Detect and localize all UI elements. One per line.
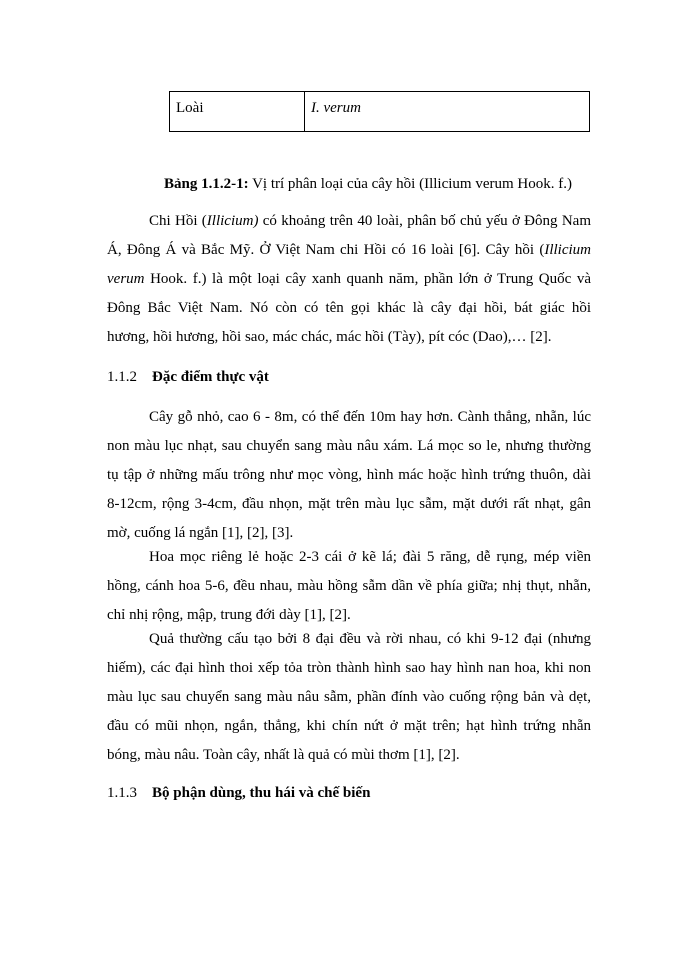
section-heading-1-1-3 [107,782,370,804]
paragraph-genus [107,207,591,352]
section-title: Bộ phận dùng, thu hái và chế biến [152,785,371,801]
caption-label: Bảng 1.1.2-1: [164,176,249,192]
section-number: 1.1.3 [107,785,137,801]
text-line: mờ, cuống lá ngắn [1], [2], [3]. [107,525,294,541]
text-line: tụ tập ở những mấu trông như mọc vòng, hình mác hoặc hình trứng thuôn, dài [107,467,591,483]
classification-table [169,91,590,132]
section-title: Đặc điểm thực vật [152,369,269,385]
paragraph-fruit [107,625,591,770]
text-line: Đông Bắc Việt Nam. Nó còn có tên gọi khác là cây đại hồi, bát giác hồi [107,300,591,316]
text-line: chỉ nhị rộng, mập, trung đới dày [1], [2]. [107,607,351,623]
text-line: Chi Hồi (Illicium) có khoảng trên 40 loài, phân bố chủ yếu ở Đông Nam [149,213,591,229]
caption-text: Vị trí phân loại của cây hồi (Illicium verum Hook. f.) [248,176,572,192]
text-line: non màu lục nhạt, sau chuyển sang màu nâu xám. Lá mọc so le, nhưng thường [107,438,591,454]
table-row [170,92,590,132]
text-line: Hoa mọc riêng lẻ hoặc 2-3 cái ở kẽ lá; đài 5 răng, dễ rụng, mép viền [149,549,591,565]
text-line: Cây gỗ nhỏ, cao 6 - 8m, có thể đến 10m hay hơn. Cành thẳng, nhẵn, lúc [149,409,591,425]
table-caption [0,173,700,195]
text-line: Á, Đông Á và Bắc Mỹ. Ở Việt Nam chi Hồi có 16 loài [6]. Cây hồi (Illicium [107,242,591,258]
text-line: hương, hồi hương, hồi sao, mác chác, mác hồi (Tày), pít cóc (Dao),… [2]. [107,329,552,345]
text-line: đầu có mũi nhọn, ngắn, thẳng, khi chín nứt ở mặt trên; hạt hình trứng nhẵn [107,718,591,734]
text-line: Quả thường cấu tạo bởi 8 đại đều và rời nhau, có khi 9-12 đại (nhưng [149,631,591,647]
text-line: hiếm), các đại hình thoi xếp tỏa tròn thành hình sao hay hình nan hoa, khi non [107,660,591,676]
text-line: 8-12cm, rộng 3-4cm, đầu nhọn, mặt trên màu lục sẫm, mặt dưới rất nhạt, gân [107,496,591,512]
paragraph-flower [107,543,591,630]
section-heading-1-1-2 [107,366,269,388]
section-number: 1.1.2 [107,369,137,385]
text-line: hồng, cánh hoa 5-6, đều nhau, màu hồng sẫm dần về phía giữa; nhị thụt, nhẵn, [107,578,591,594]
table-cell-rank: Loài [170,92,305,132]
table-cell-value: I. verum [305,92,590,132]
text-line: verum Hook. f.) là một loại cây xanh quanh năm, phần lớn ở Trung Quốc và [107,271,591,287]
paragraph-description [107,403,591,548]
text-line: màu lục sau chuyển sang màu nâu sẫm, phần đính vào cuống rộng bản và dẹt, [107,689,591,705]
text-line: bóng, màu nâu. Toàn cây, nhất là quả có mùi thơm [1], [2]. [107,747,460,763]
